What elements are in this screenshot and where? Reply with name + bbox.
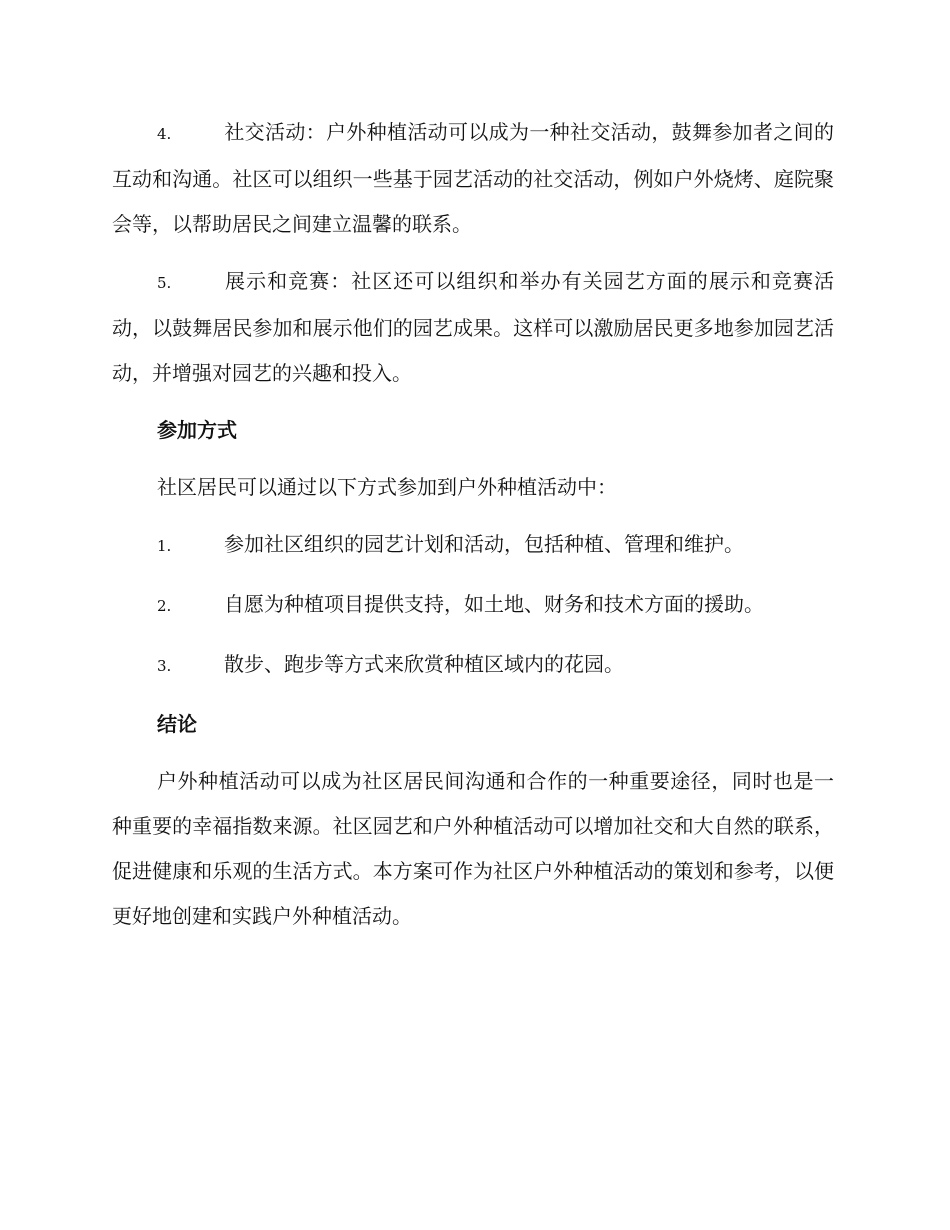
list-item-text: 社交活动：户外种植活动可以成为一种社交活动，鼓舞参加者之间的互动和沟通。社区可以组织一些基于园艺活动的社交活动，例如户外烧烤、庭院聚会等，以帮助居民之间建立温馨的联系。 xyxy=(112,120,834,236)
section-heading-conclusion: 结论 xyxy=(157,712,197,736)
section-heading-participation: 参加方式 xyxy=(157,418,237,442)
list-item xyxy=(112,642,834,689)
list-item-showcase-competition xyxy=(112,259,834,396)
list-item-number: 1. xyxy=(157,537,172,555)
list-item-social-activities xyxy=(112,110,834,247)
list-item xyxy=(112,582,834,629)
list-item-text: 散步、跑步等方式来欣赏种植区域内的花园。 xyxy=(224,652,624,676)
list-item xyxy=(112,522,834,569)
list-item-number: 5. xyxy=(157,274,172,292)
list-item-number: 2. xyxy=(157,597,172,615)
list-item-number: 3. xyxy=(157,657,172,675)
participation-intro: 社区居民可以通过以下方式参加到户外种植活动中： xyxy=(157,475,617,499)
list-item-number: 4. xyxy=(157,125,172,143)
list-item-text: 展示和竞赛：社区还可以组织和举办有关园艺方面的展示和竞赛活动，以鼓舞居民参加和展示他们的园艺成果。这样可以激励居民更多地参加园艺活动，并增强对园艺的兴趣和投入。 xyxy=(112,269,834,385)
document-body xyxy=(112,110,834,951)
conclusion-paragraph: 户外种植活动可以成为社区居民间沟通和合作的一种重要途径，同时也是一种重要的幸福指数来源。社区园艺和户外种植活动可以增加社交和大自然的联系，促进健康和乐观的生活方式。本方案可作为社区户外种植活动的策划和参考，以便更好地创建和实践户外种植活动。 xyxy=(112,769,834,928)
list-item-text: 自愿为种植项目提供支持，如土地、财务和技术方面的援助。 xyxy=(224,592,764,616)
list-item-text: 参加社区组织的园艺计划和活动，包括种植、管理和维护。 xyxy=(224,532,744,556)
